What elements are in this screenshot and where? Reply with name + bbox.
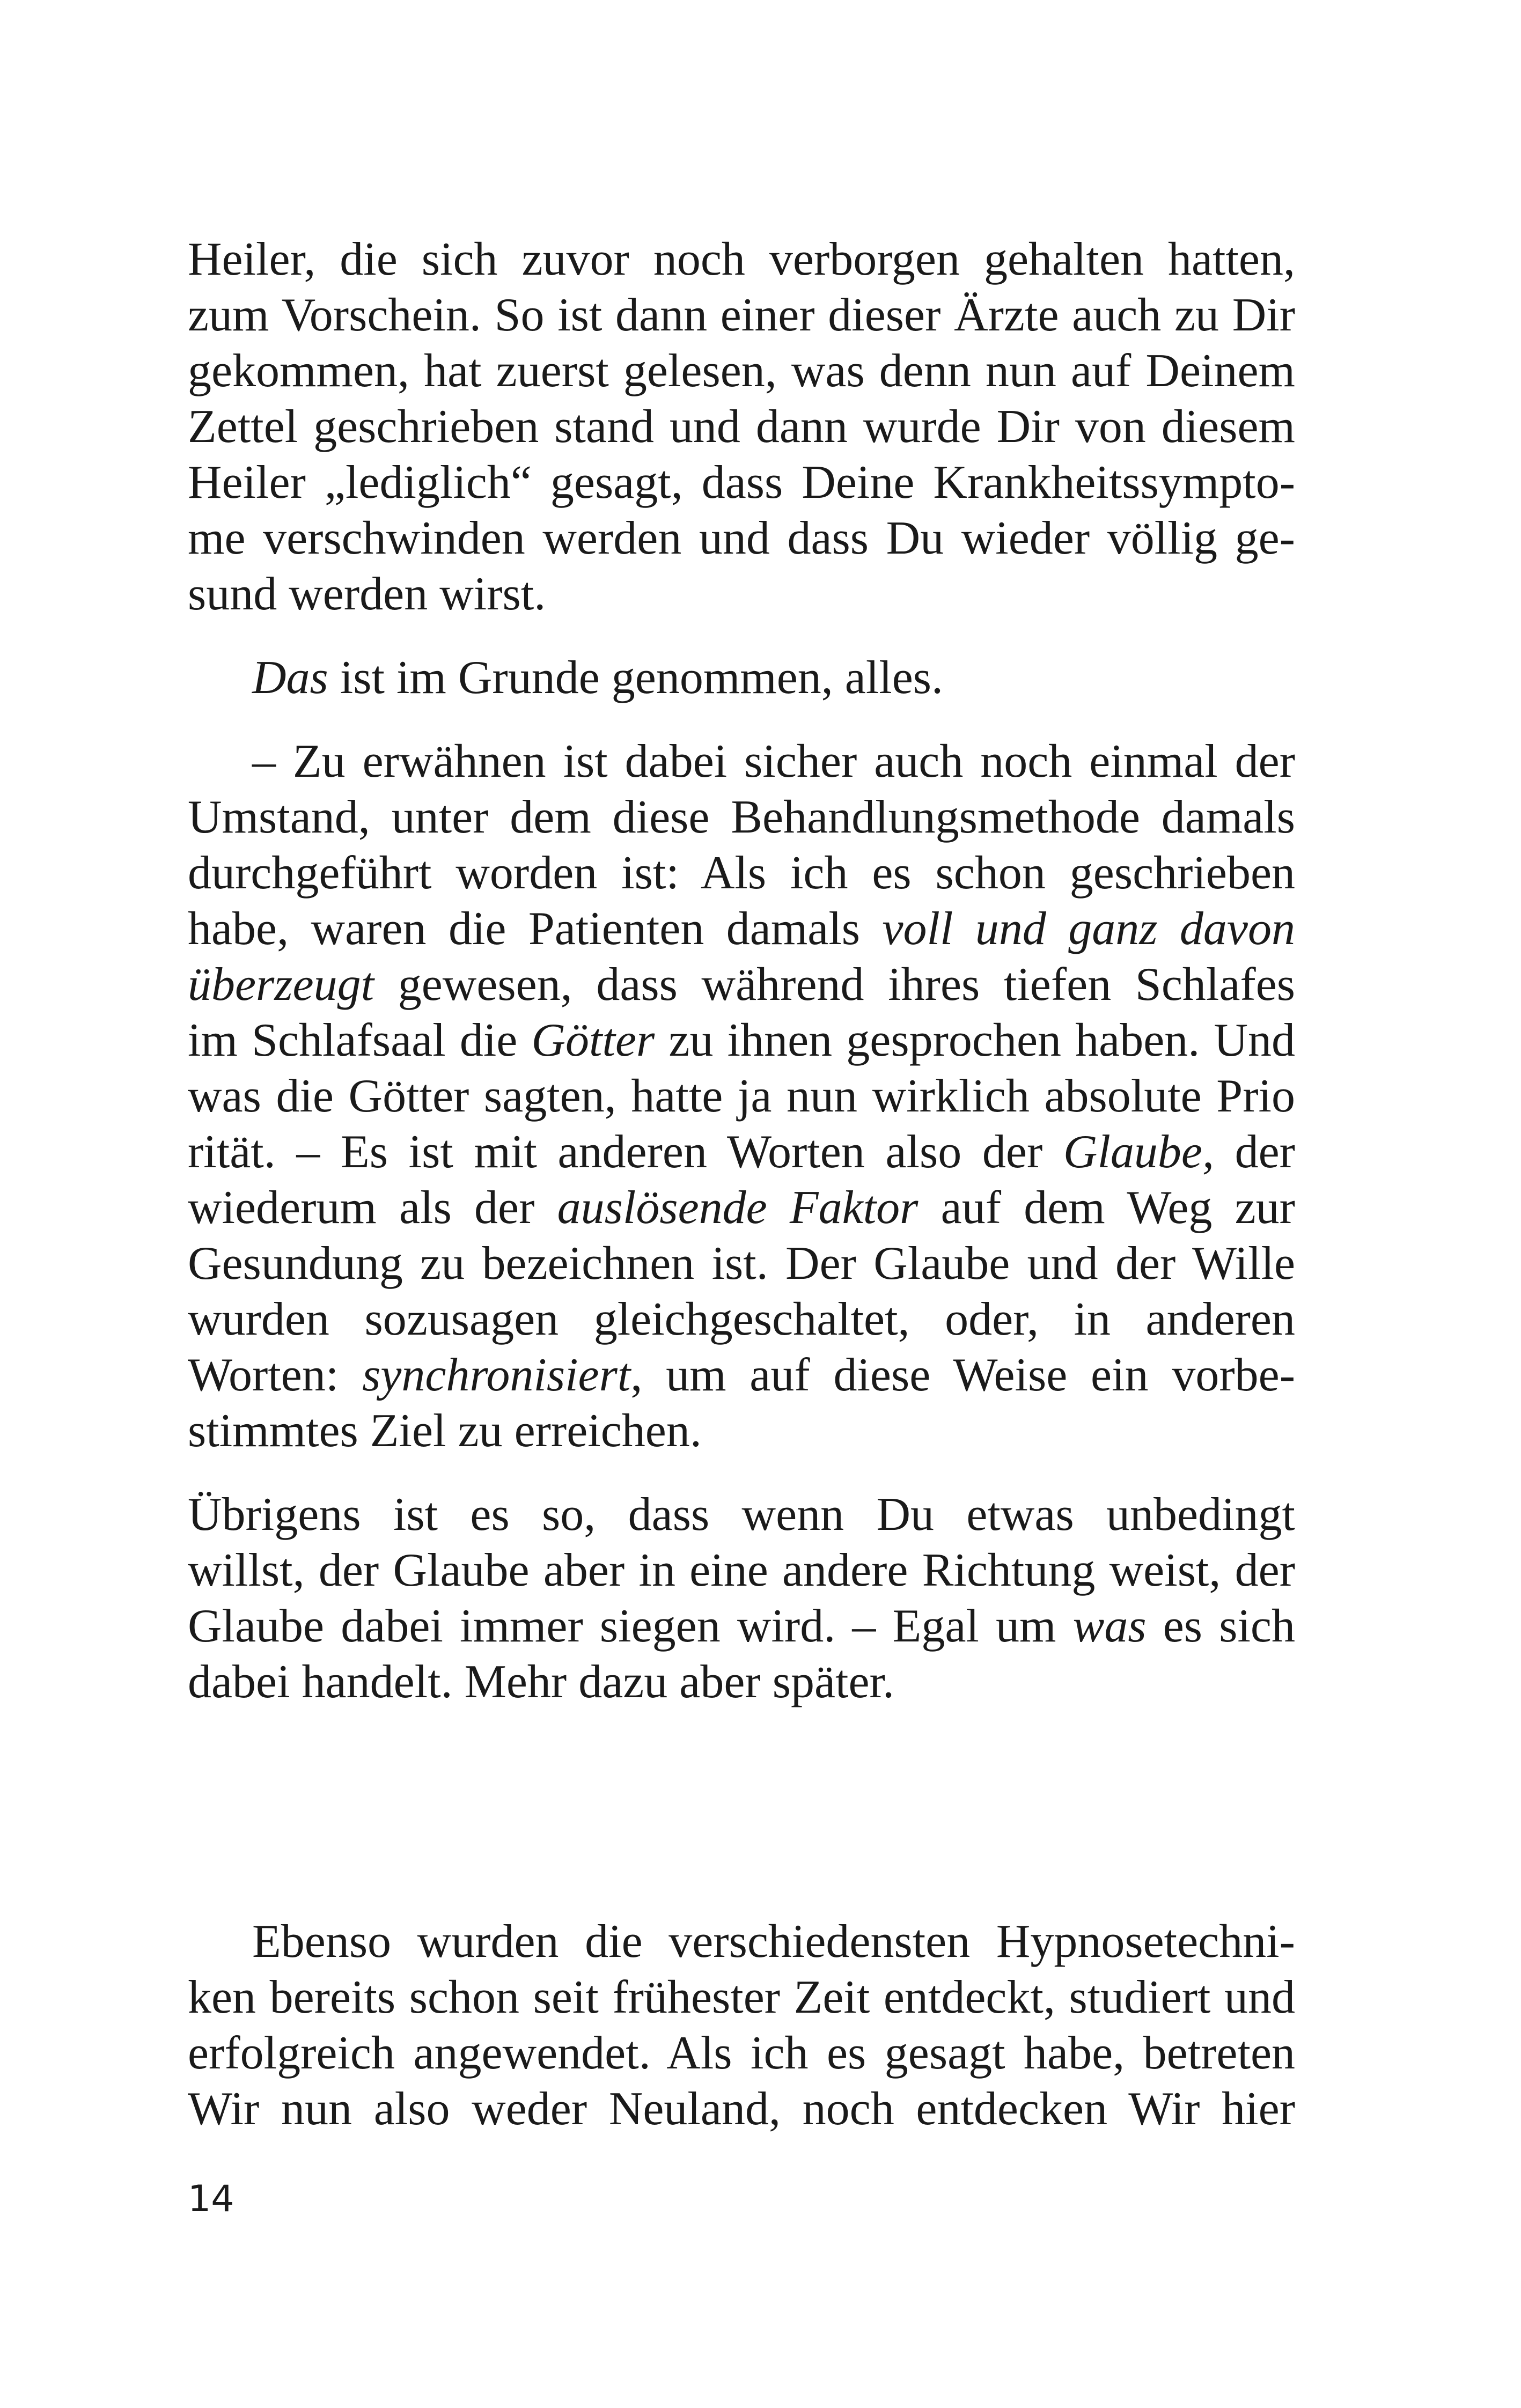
text-line: Worten: synchronisiert, um auf diese Weise ein vorbe- [188,1349,1295,1401]
text-line: was die Götter sagten, hatte ja nun wirklich absolute Prio [188,1070,1295,1122]
emphasis: was [1072,1600,1147,1652]
text-line: stimmtes Ziel zu erreichen. [188,1405,702,1457]
text-line: Wir nun also weder Neuland, noch entdecken Wir hier [188,2083,1295,2135]
text-line: habe, waren die Patienten damals voll und ganz davon [188,903,1295,955]
emphasis: auslösende Faktor [557,1182,919,1234]
text-line: wurden sozusagen gleichgeschaltet, oder, in anderen [188,1293,1295,1345]
paragraph-5 [188,1914,1295,2137]
text-line: Zettel geschrieben stand und dann wurde Dir von diesem [188,401,1295,453]
paragraph-1 [188,232,1295,622]
emphasis: Glaube, [1063,1126,1214,1178]
page-body [188,232,1295,2137]
emphasis: Götter [531,1014,655,1066]
text-line: Heiler, die sich zuvor noch verborgen gehalten hatten, [188,233,1295,285]
text-line: im Schlafsaal die Götter zu ihnen gesprochen haben. Und [188,1014,1295,1066]
emphasis: Das [252,652,328,704]
text-line: – Zu erwähnen ist dabei sicher auch noch einmal der [252,735,1295,787]
text-line: Umstand, unter dem diese Behandlungsmethode damals [188,791,1295,843]
text-line: ken bereits schon seit frühester Zeit entdeckt, studiert und [188,1971,1295,2023]
text-line: Glaube dabei immer siegen wird. – Egal um was es sich [188,1600,1295,1652]
text-line: willst, der Glaube aber in eine andere Richtung weist, der [188,1544,1295,1596]
paragraph-3 [188,734,1295,1459]
emphasis: synchronisiert [362,1349,631,1401]
text-line: dabei handelt. Mehr dazu aber später. [188,1656,894,1708]
text-line: wiederum als der auslösende Faktor auf dem Weg zur [188,1182,1295,1234]
text-line: me verschwinden werden und dass Du wieder völlig ge- [188,512,1295,564]
emphasis: überzeugt [188,959,374,1011]
text-line: Ebenso wurden die verschiedensten Hypnosetechni- [252,1916,1295,1968]
text-line: rität. – Es ist mit anderen Worten also der Glaube, der [188,1126,1295,1178]
text-line: gekommen, hat zuerst gelesen, was denn nun auf Deinem [188,345,1295,397]
text-line: Gesundung zu bezeichnen ist. Der Glaube und der Wille [188,1238,1295,1290]
text-line: zum Vorschein. So ist dann einer dieser Ärzte auch zu Dir [188,289,1295,341]
paragraph-2 [188,650,1295,706]
paragraph-4 [188,1487,1295,1710]
text-line: durchgeführt worden ist: Als ich es schon geschrieben [188,847,1295,899]
page-number: 14 [188,2178,234,2220]
emphasis: voll und ganz davon [882,903,1295,955]
text-line: erfolgreich angewendet. Als ich es gesagt habe, betreten [188,2027,1295,2079]
text-line: sund werden wirst. [188,568,546,620]
text-line: Heiler „lediglich“ gesagt, dass Deine Krankheitssympto- [188,456,1295,509]
text-line: überzeugt gewesen, dass während ihres tiefen Schlafes [188,959,1295,1011]
text-line: Das ist im Grunde genommen, alles. [252,652,944,704]
text-line: Übrigens ist es so, dass wenn Du etwas unbedingt [188,1489,1295,1541]
